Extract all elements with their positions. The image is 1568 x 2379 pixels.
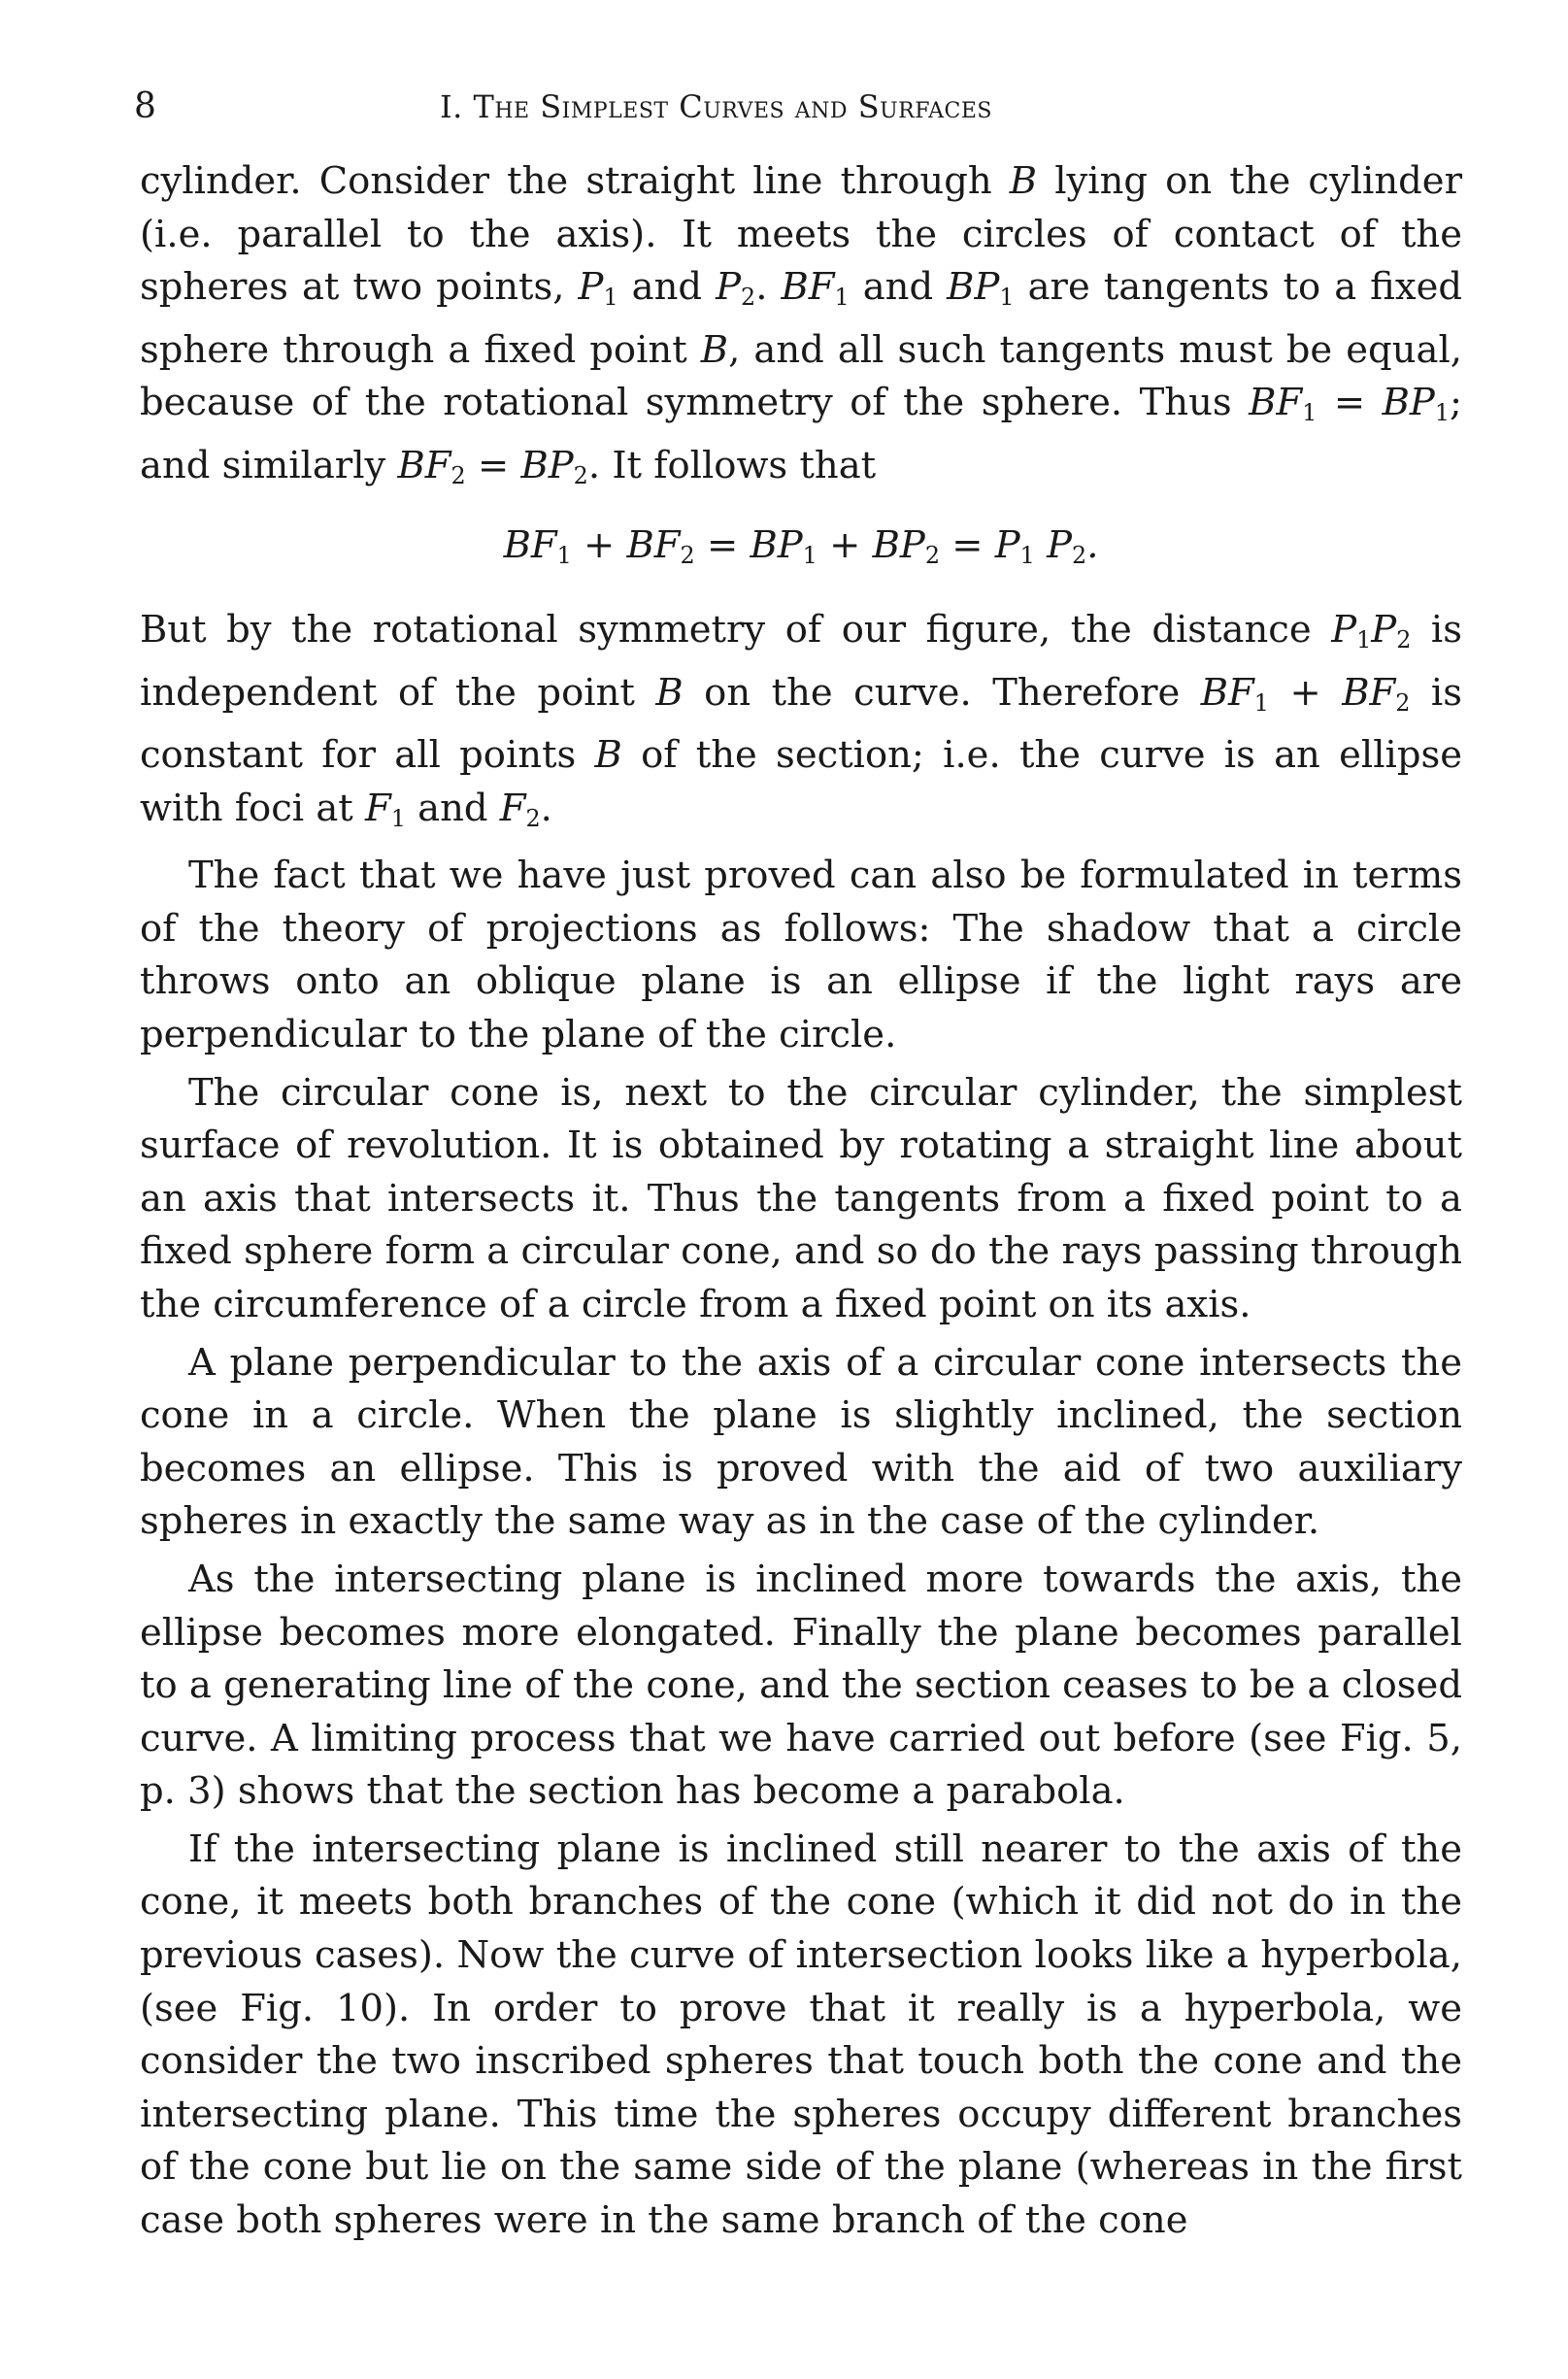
math-symbol: B — [1009, 159, 1038, 203]
page-number: 8 — [134, 86, 156, 126]
math-symbol: B — [700, 327, 729, 372]
text: of the section; i.e. the curve is an ellipse with foci at — [140, 733, 1463, 830]
math-symbol: B — [655, 670, 684, 715]
text: and — [405, 786, 500, 830]
display-equation: $BF_1 + BF_2 = BP_1 + BP_2 = P_1$ $P_2$. — [503, 523, 1099, 570]
text: and — [849, 265, 948, 310]
math-term: $F_1$ — [364, 786, 406, 832]
math-symbol: B — [594, 733, 622, 778]
paragraph-3: The fact that we have just proved can also be formulated in terms of the theory of projections as follows: The shadow that a circle throws onto an oblique plane is an ellipse if the light rays are perpendicular to the plane of the circle. — [140, 854, 1462, 1056]
math-term: $BF_1$ — [781, 265, 850, 312]
running-head: I. The Simplest Curves and Surfaces — [440, 88, 992, 125]
math-term: $P_1$ — [578, 265, 618, 312]
page-header — [134, 83, 1472, 131]
paragraph-4: The circular cone is, next to the circular cylinder, the simplest surface of revolution. It is obtained by rotating a straight line about an axis that intersects it. Thus the tangents from a fixed point to a fixed sphere form a circular cone, and so do the rays passing through the circumference of a circle from a fixed point on its axis. — [140, 1070, 1462, 1326]
text: . — [755, 265, 782, 310]
body-text — [140, 155, 1462, 2248]
text: . — [540, 786, 552, 830]
math-equation: $BF_1 = BP_1$ — [1249, 381, 1450, 427]
text: . It follows that — [587, 443, 877, 487]
text: are tangents to a fixed sphere through a fixed point — [140, 265, 1463, 372]
paragraph-7: If the intersecting plane is inclined still nearer to the axis of the cone, it meets both branches of the cone (which it did not do in the previous cases). Now the curve of intersection looks like a hyperbola, (see Fig. 10). In order to prove that it really is a hyperbola, we consider the two inscribed spheres that touch both the cone and the intersecting plane. This time the spheres occupy different branches of the cone but lie on the same side of the plane (whereas in the first case both spheres were in the same branch of the cone — [140, 1826, 1462, 2243]
math-term: $P_2$ — [716, 265, 756, 312]
text: But by the rotational symmetry of our figure, the distance — [140, 607, 1332, 652]
text: ; and similarly — [140, 381, 1462, 487]
text: lying on the cylinder (i.e. parallel to the axis). It meets the circles of contact of the spheres at two points, — [140, 159, 1462, 310]
paragraph-1 — [140, 155, 1462, 502]
text: and — [617, 265, 717, 310]
math-term: $BP_1$ — [947, 265, 1015, 312]
text: , and all such tangents must be equal, because of the rotational symmetry of the sphere. Thus — [140, 327, 1462, 425]
text: on the curve. Therefore — [683, 670, 1201, 715]
math-term: $P_1P_2$ — [1331, 607, 1412, 653]
math-term: $F_2$ — [499, 786, 541, 832]
paragraph-2 — [140, 604, 1462, 845]
math-term: $BF_1 + BF_2$ — [1200, 670, 1411, 717]
text: is constant for all points — [140, 670, 1463, 778]
paragraph-6: As the intersecting plane is inclined more towards the axis, the ellipse becomes more elongated. Finally the plane becomes parallel to a generating line of the cone, and the section ceases to be a closed curve. A limiting process that we have carried out before (see Fig. 5, p. 3) shows that the section has become a parabola. — [140, 1557, 1462, 1814]
math-equation: $BF_2 = BP_2$ — [397, 443, 588, 489]
text: is independent of the point — [140, 607, 1462, 715]
text: cylinder. Consider the straight line through — [140, 159, 1010, 203]
paragraph-5: A plane perpendicular to the axis of a circular cone intersects the cone in a circle. When the plane is slightly inclined, the section becomes an ellipse. This is proved with the aid of two auxiliary spheres in exactly the same way as in the case of the cylinder. — [140, 1340, 1462, 1544]
